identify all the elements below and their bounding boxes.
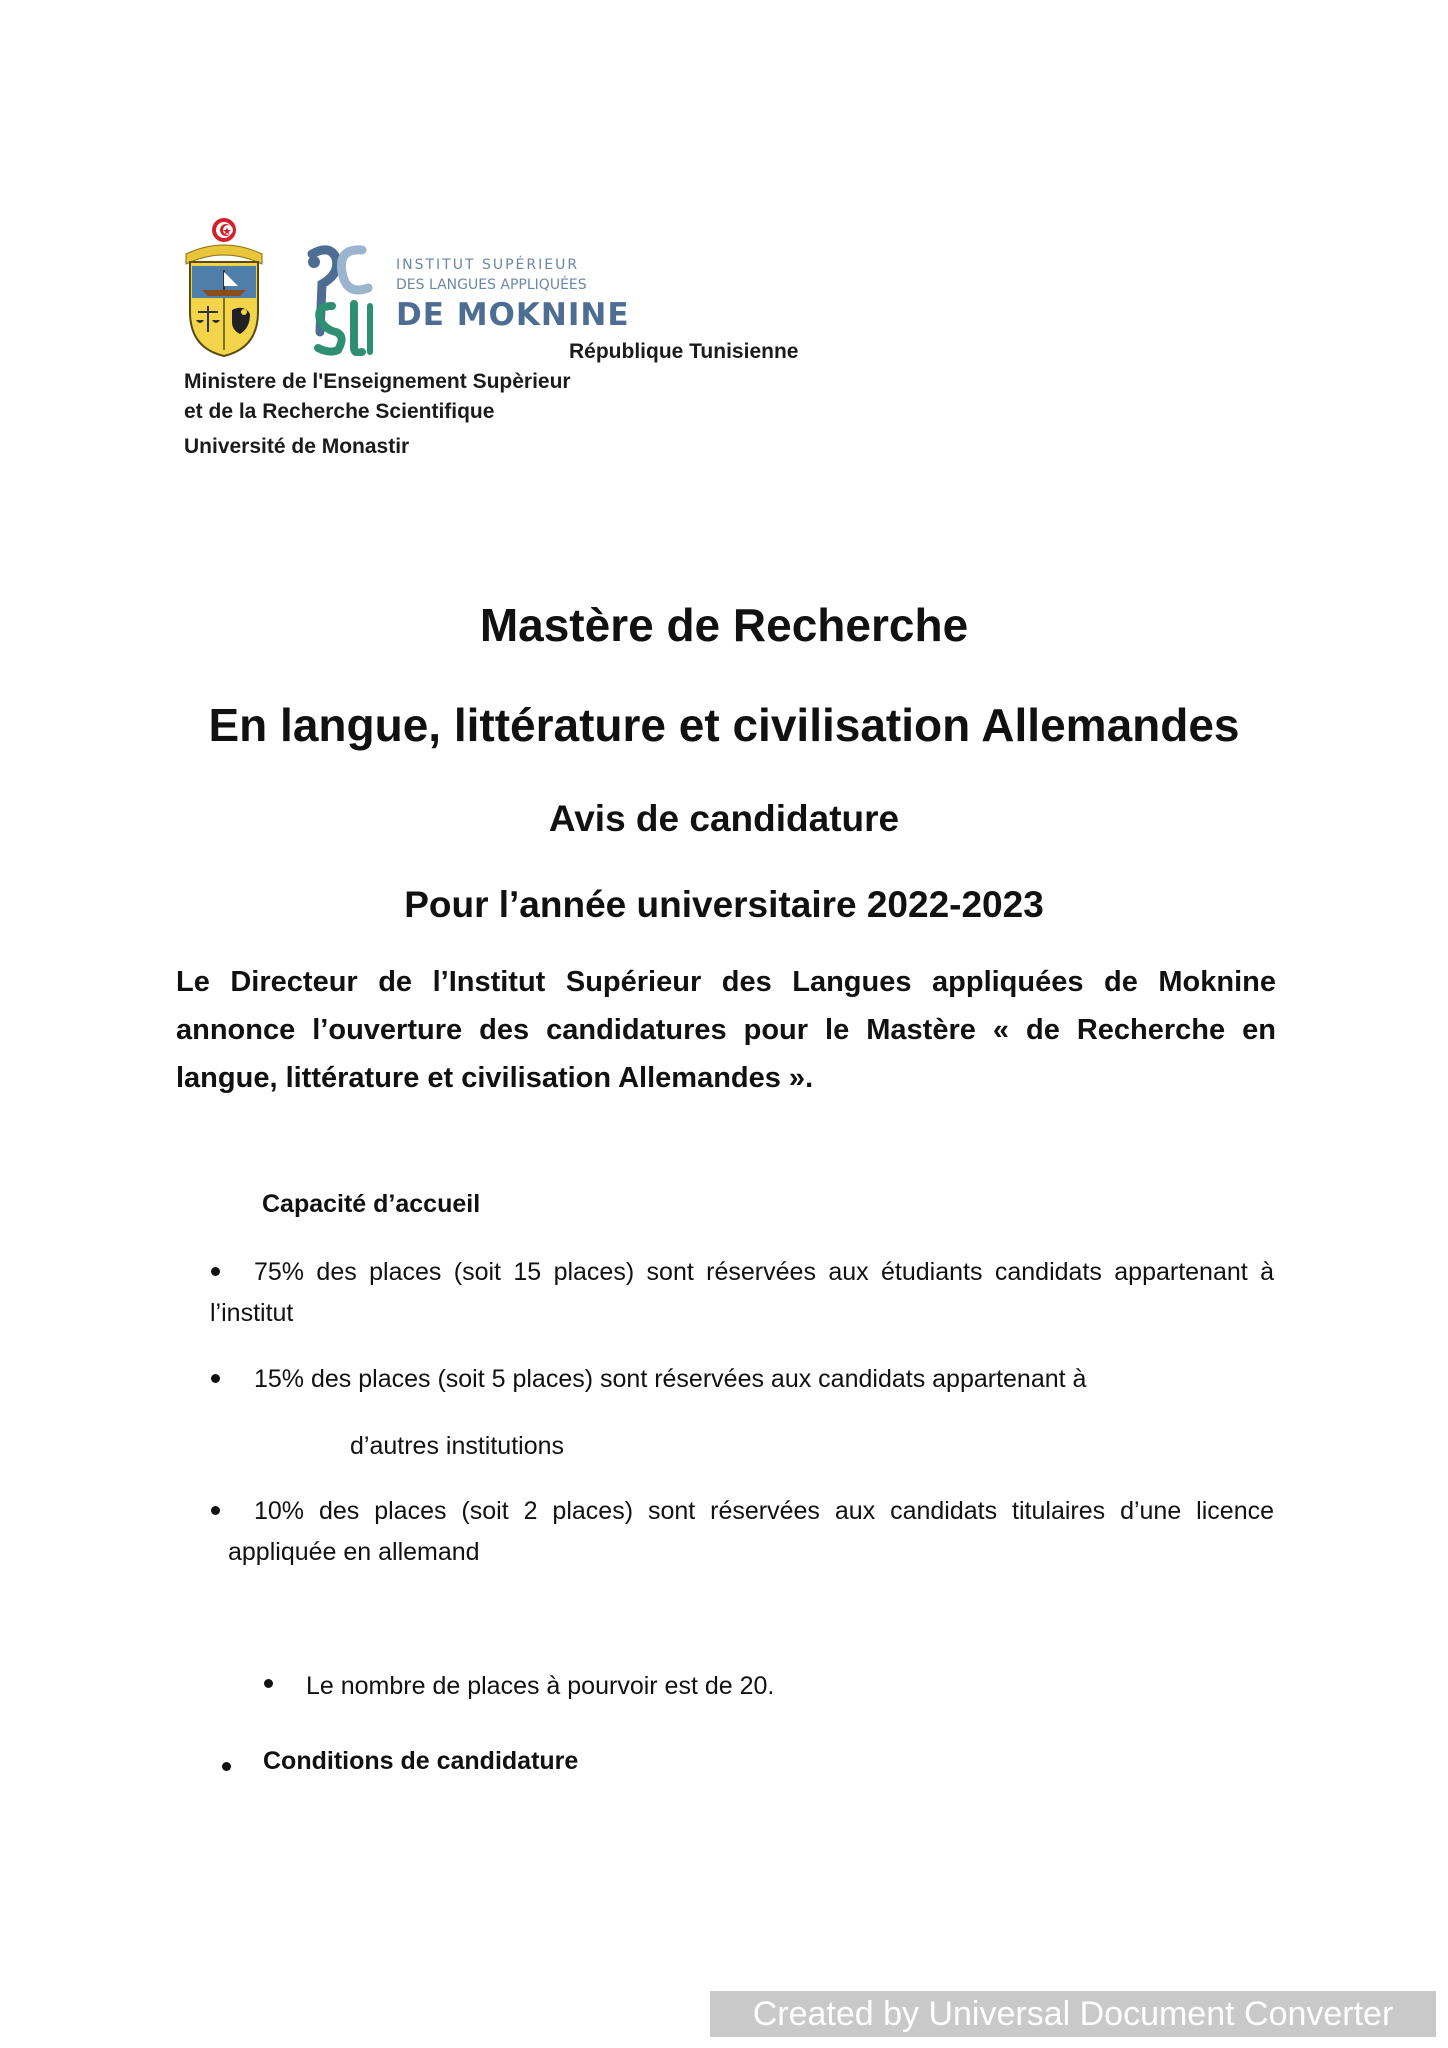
conditions-heading: Conditions de candidature bbox=[263, 1747, 579, 1775]
document-title: Mastère de Recherche bbox=[479, 599, 969, 651]
ministere-line2: et de la Recherche Scientifique bbox=[184, 400, 495, 423]
bullet-icon bbox=[211, 1374, 220, 1383]
isla-moknine-logo bbox=[302, 244, 382, 356]
logo-text-line2: DES LANGUES APPLIQUÉES bbox=[396, 277, 587, 293]
republique-label: République Tunisienne bbox=[569, 340, 799, 363]
ministere-line1: Ministere de l'Enseignement Supèrieur bbox=[184, 370, 571, 393]
total-places-item: Le nombre de places à pourvoir est de 20. bbox=[306, 1672, 775, 1700]
document-subtitle: En langue, littérature et civilisation Allemandes bbox=[208, 699, 1240, 751]
capacite-heading: Capacité d’accueil bbox=[262, 1190, 481, 1218]
tunisia-coat-of-arms-logo bbox=[184, 216, 264, 360]
academic-year-heading: Pour l’année universitaire 2022-2023 bbox=[404, 884, 1044, 925]
bullet-icon bbox=[264, 1679, 273, 1688]
bullet-icon bbox=[222, 1762, 231, 1771]
logo-text-line3: DE MOKNINE bbox=[396, 297, 630, 333]
list-item: 75% des places (soit 15 places) sont réservées aux étudiants candidats appartenant à l’institut bbox=[210, 1258, 1274, 1327]
universite-label: Université de Monastir bbox=[184, 435, 410, 458]
bullet-icon bbox=[211, 1506, 220, 1515]
list-item-continuation: d’autres institutions bbox=[350, 1432, 565, 1460]
intro-paragraph: Le Directeur de l’Institut Supérieur des Langues appliquées de Moknine annonce l’ouverture des candidatures pour le Mastère « de Recherche en langue, littérature et civilisation Allemandes ». bbox=[176, 966, 1276, 1094]
converter-watermark: Created by Universal Document Converter bbox=[710, 1991, 1436, 2037]
list-item: 10% des places (soit 2 places) sont réservées aux candidats titulaires d’une licence appliquée en allemand bbox=[228, 1497, 1274, 1566]
notice-heading: Avis de candidature bbox=[548, 798, 900, 839]
list-item: 15% des places (soit 5 places) sont réservées aux candidats appartenant à bbox=[254, 1365, 1087, 1393]
logo-text-line1: INSTITUT SUPÉRIEUR bbox=[396, 257, 580, 273]
